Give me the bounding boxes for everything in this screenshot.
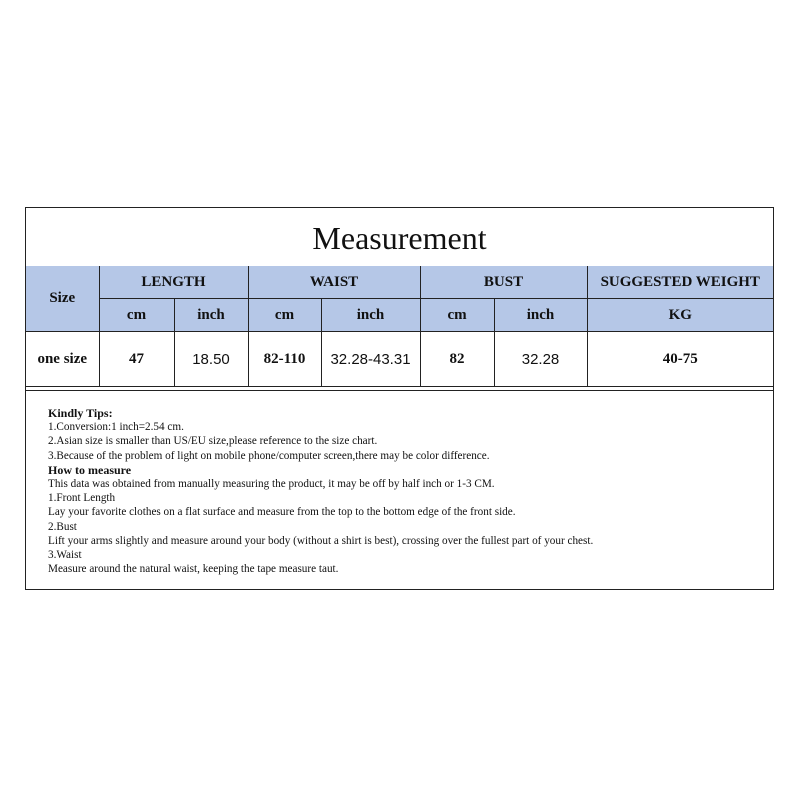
measurement-chart <box>25 207 774 590</box>
subheader-bust-cm: cm <box>420 299 494 332</box>
kindly-tips-heading: Kindly Tips: <box>48 406 113 420</box>
cell-bust-inch: 32.28 <box>494 332 587 387</box>
chart-title: Measurement <box>26 208 773 267</box>
front-length-text: Lay your favorite clothes on a flat surface and measure from the top to the bottom edge of the front side. <box>48 506 516 519</box>
subheader-waist-inch: inch <box>321 299 420 332</box>
tip-1: 1.Conversion:1 inch=2.54 cm. <box>48 421 184 434</box>
how-to-measure-heading: How to measure <box>48 462 132 477</box>
table-row <box>26 332 773 387</box>
header-bust: BUST <box>420 266 587 299</box>
front-length-title: 1.Front Length <box>48 492 116 505</box>
cell-length-inch: 18.50 <box>174 332 248 387</box>
tips-section <box>26 390 773 590</box>
cell-weight-kg: 40-75 <box>587 332 773 387</box>
header-size: Size <box>26 266 99 332</box>
table-subheader-row <box>26 299 773 332</box>
cell-waist-inch: 32.28-43.31 <box>321 332 420 387</box>
table-header-row <box>26 266 773 299</box>
cell-length-cm: 47 <box>99 332 174 387</box>
header-weight: SUGGESTED WEIGHT <box>587 266 773 299</box>
subheader-length-cm: cm <box>99 299 174 332</box>
waist-text: Measure around the natural waist, keeping the tape measure taut. <box>48 563 339 576</box>
header-waist: WAIST <box>248 266 420 299</box>
cell-size: one size <box>26 332 99 387</box>
tip-3: 3.Because of the problem of light on mobile phone/computer screen,there may be color difference. <box>48 449 490 462</box>
waist-title: 3.Waist <box>48 549 82 562</box>
how-to-measure-intro: This data was obtained from manually measuring the product, it may be off by half inch or 1-3 CM. <box>48 478 495 491</box>
subheader-weight-kg: KG <box>587 299 773 332</box>
subheader-bust-inch: inch <box>494 299 587 332</box>
cell-waist-cm: 82-110 <box>248 332 321 387</box>
header-length: LENGTH <box>99 266 248 299</box>
size-table <box>26 266 773 387</box>
tip-2: 2.Asian size is smaller than US/EU size,please reference to the size chart. <box>48 435 378 448</box>
subheader-waist-cm: cm <box>248 299 321 332</box>
bust-title: 2.Bust <box>48 520 77 533</box>
cell-bust-cm: 82 <box>420 332 494 387</box>
bust-text: Lift your arms slightly and measure around your body (without a shirt is best), crossing over the fullest part of your chest. <box>48 534 594 547</box>
subheader-length-inch: inch <box>174 299 248 332</box>
